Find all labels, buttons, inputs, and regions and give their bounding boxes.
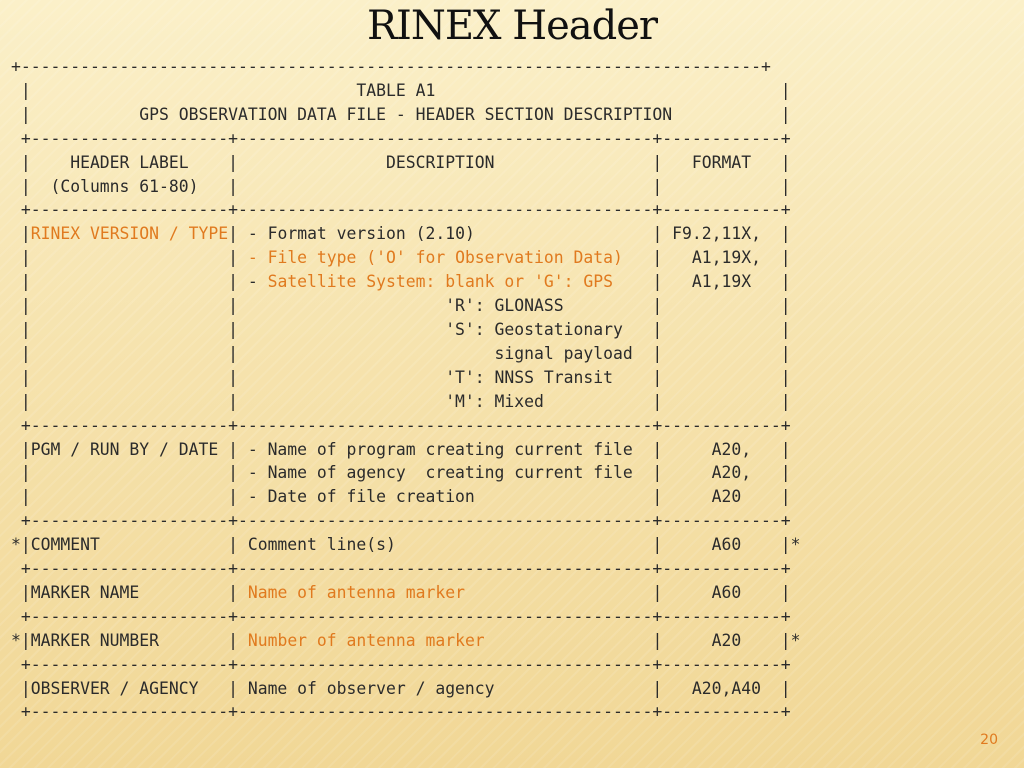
- table-line: [11, 559, 791, 578]
- table-line: [11, 296, 791, 315]
- table-line: [11, 248, 791, 267]
- table-text: |MARKER NAME |: [11, 582, 248, 602]
- table-text: +---------------------------------------------------------------------------+: [11, 57, 771, 76]
- highlighted-text: RINEX VERSION / TYPE: [30, 224, 229, 244]
- table-text: | A1,19X |: [612, 272, 791, 292]
- table-text: +--------------------+------------------------------------------+------------+: [11, 702, 791, 722]
- table-text: +--------------------+------------------------------------------+------------+: [11, 128, 791, 148]
- table-line: [11, 177, 791, 196]
- table-line: [11, 440, 791, 459]
- table-text: | | 'R': GLONASS | |: [11, 296, 791, 316]
- table-line: [11, 702, 791, 721]
- table-text: *|COMMENT | Comment line(s) | A60 |*: [11, 535, 801, 555]
- table-line: [11, 105, 791, 124]
- table-text: +--------------------+------------------------------------------+------------+: [11, 606, 791, 626]
- table-line: [11, 416, 791, 435]
- table-text: |PGM / RUN BY / DATE | - Name of program creating current file | A20, |: [11, 439, 791, 459]
- table-line: [11, 129, 791, 148]
- table-line: [11, 463, 791, 482]
- table-line: [11, 57, 771, 76]
- table-text: |OBSERVER / AGENCY | Name of observer / agency | A20,A40 |: [11, 678, 791, 698]
- table-text: | - Format version (2.10) | F9.2,11X, |: [228, 224, 791, 244]
- table-text: | A20 |*: [484, 630, 801, 650]
- rinex-header-table: [11, 55, 800, 724]
- table-text: | HEADER LABEL | DESCRIPTION | FORMAT |: [11, 152, 791, 172]
- table-text: | | 'S': Geostationary | |: [11, 319, 791, 339]
- table-line: [11, 535, 800, 554]
- slide-title: RINEX Header: [366, 3, 658, 49]
- table-line: [11, 583, 791, 602]
- table-line: [11, 224, 791, 243]
- table-text: | TABLE A1 |: [11, 80, 791, 100]
- table-line: [11, 392, 791, 411]
- table-text: | A60 |: [464, 582, 791, 602]
- table-line: [11, 344, 791, 363]
- highlighted-text: Number of antenna marker: [247, 630, 485, 650]
- table-text: +--------------------+------------------------------------------+------------+: [11, 654, 791, 674]
- table-text: | | 'T': NNSS Transit | |: [11, 367, 791, 387]
- table-text: | A1,19X, |: [622, 248, 791, 268]
- table-line: [11, 272, 791, 291]
- table-text: *|MARKER NUMBER |: [11, 630, 248, 650]
- highlighted-text: - File type ('O' for Observation Data): [247, 248, 623, 268]
- table-line: [11, 320, 791, 339]
- table-line: [11, 368, 791, 387]
- table-text: |: [11, 224, 31, 244]
- table-line: [11, 631, 800, 650]
- table-text: | | 'M': Mixed | |: [11, 391, 791, 411]
- page-number: 20: [980, 732, 998, 748]
- highlighted-text: Name of antenna marker: [247, 582, 465, 602]
- table-text: | | -: [11, 272, 268, 292]
- table-line: [11, 81, 791, 100]
- table-text: | | - Date of file creation | A20 |: [11, 487, 791, 507]
- table-line: [11, 487, 791, 506]
- table-text: | | signal payload | |: [11, 343, 791, 363]
- table-line: [11, 511, 791, 530]
- table-line: [11, 153, 791, 172]
- highlighted-text: Satellite System: blank or 'G': GPS: [267, 272, 613, 292]
- table-line: [11, 679, 791, 698]
- table-text: +--------------------+------------------------------------------+------------+: [11, 511, 791, 531]
- table-line: [11, 607, 791, 626]
- table-text: +--------------------+------------------------------------------+------------+: [11, 559, 791, 579]
- table-text: | | - Name of agency creating current file | A20, |: [11, 463, 791, 483]
- table-text: +--------------------+------------------------------------------+------------+: [11, 415, 791, 435]
- table-text: +--------------------+------------------------------------------+------------+: [11, 200, 791, 220]
- table-line: [11, 655, 791, 674]
- table-text: | GPS OBSERVATION DATA FILE - HEADER SECTION DESCRIPTION |: [11, 104, 791, 124]
- table-line: [11, 200, 791, 219]
- table-text: | (Columns 61-80) | | |: [11, 176, 791, 196]
- table-text: | |: [11, 248, 248, 268]
